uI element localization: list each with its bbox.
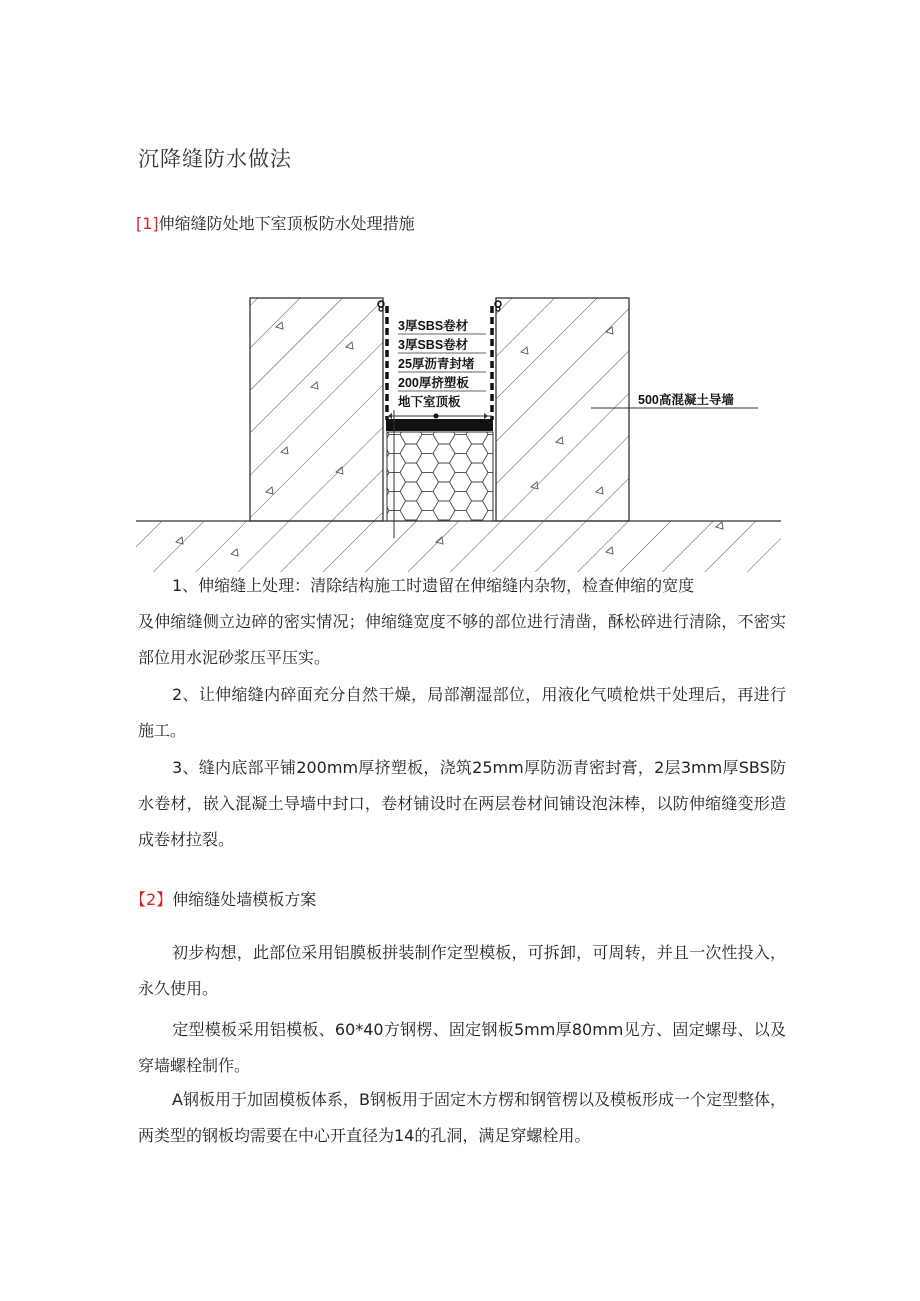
section-number-2: 【2】 bbox=[130, 890, 173, 909]
section-heading-2 bbox=[130, 887, 316, 910]
page-title: 沉降缝防水做法 bbox=[138, 147, 292, 171]
paragraph-6: A钢板用于加固模板体系，B钢板用于固定木方楞和钢管楞以及模板形成一个定型整体，两类型的钢板均需要在中心开直径为14的孔洞，满足穿螺栓用。 bbox=[138, 1090, 786, 1145]
asphalt-seal bbox=[386, 419, 493, 431]
wall-label: 500高混凝土导墙 bbox=[638, 393, 734, 407]
left-concrete-wall bbox=[250, 298, 383, 521]
section-number-1: [1] bbox=[136, 214, 159, 233]
layer-label-1: 3厚SBS卷材 bbox=[398, 319, 469, 333]
paragraph-2: 2、让伸缩缝内碎面充分自然干燥，局部潮湿部位，用液化气喷枪烘干处理后，再进行施工。 bbox=[138, 685, 786, 740]
right-concrete-wall bbox=[496, 298, 629, 521]
layer-label-5: 地下室顶板 bbox=[398, 395, 461, 409]
section-title-1: 伸缩缝防处地下室顶板防水处理措施 bbox=[158, 214, 415, 233]
section-title-2: 伸缩缝处墙模板方案 bbox=[172, 890, 317, 909]
layer-label-2: 3厚SBS卷材 bbox=[398, 338, 469, 352]
paragraph-4: 初步构想，此部位采用铝膜板拼装制作定型模板，可拆卸，可周转，并且一次性投入，永久使用。 bbox=[138, 943, 786, 998]
layer-label-3: 25厚沥青封堵 bbox=[398, 357, 475, 371]
expansion-joint-diagram bbox=[136, 292, 786, 572]
ground-slab bbox=[136, 521, 781, 572]
xps-board bbox=[387, 432, 493, 521]
section-heading-1 bbox=[136, 211, 415, 234]
layer-labels bbox=[398, 318, 486, 409]
paragraph-3: 3、缝内底部平铺200mm厚挤塑板，浇筑25mm厚防沥青密封膏，2层3mm厚SBS防水卷材，嵌入混凝土导墙中封口，卷材铺设时在两层卷材间铺设泡沫棒，以防伸缩缝变形造成卷材拉裂。 bbox=[138, 758, 786, 849]
paragraph-1: 1、伸缩缝上处理：清除结构施工时遗留在伸缩缝内杂物，检查伸缩的宽度 及伸缩缝侧立边碎的密实情况；伸缩缝宽度不够的部位进行清凿，酥松碎进行清除，不密实部位用水泥砂浆压平压实。 bbox=[138, 576, 786, 667]
layer-label-4: 200厚挤塑板 bbox=[398, 376, 469, 390]
paragraph-5: 定型模板采用铝模板、60*40方钢楞、固定钢板5mm厚80mm见方、固定螺母、以及穿墙螺栓制作。 bbox=[138, 1020, 786, 1075]
